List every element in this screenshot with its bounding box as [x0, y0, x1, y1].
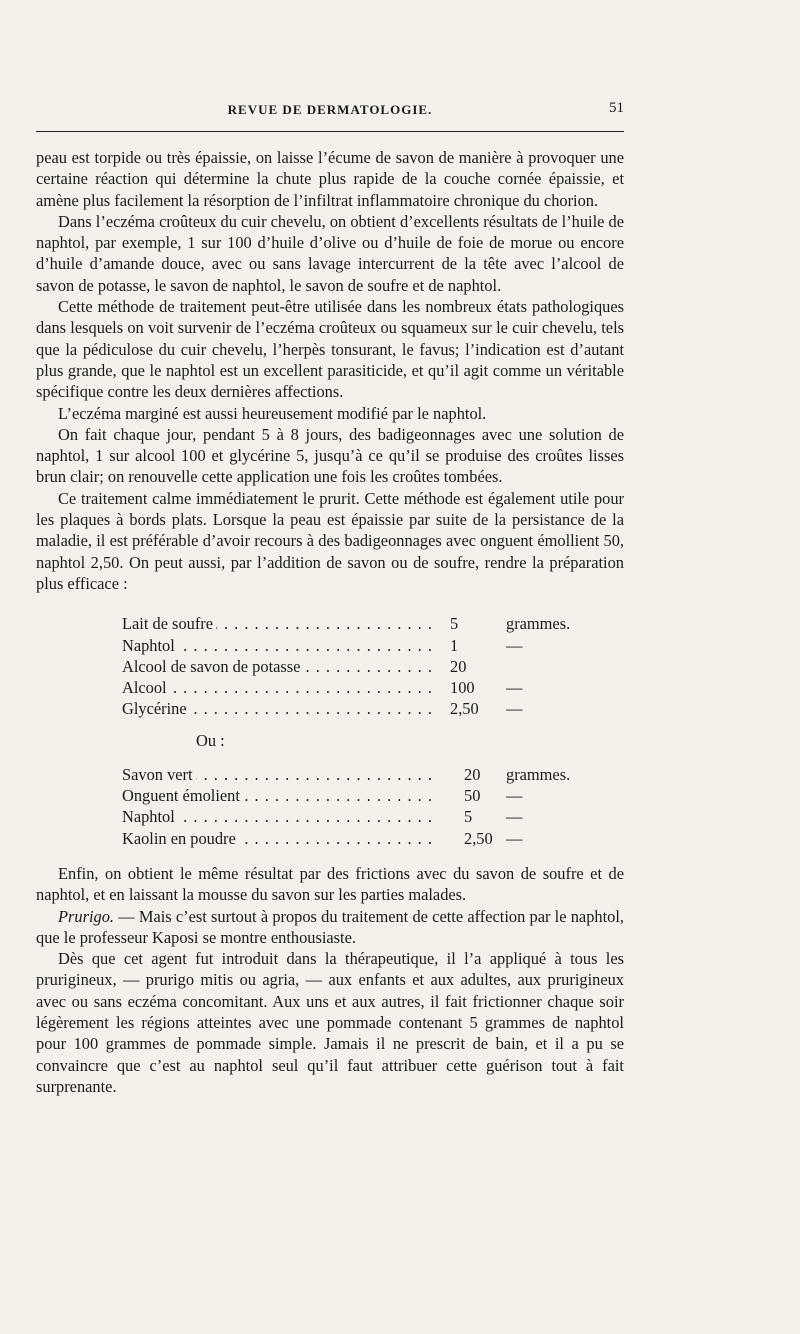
- header-rule: [36, 131, 624, 132]
- paragraph: [36, 488, 624, 594]
- ingredient-name: Kaolin en poudre . . .: [122, 828, 438, 849]
- paragraph: [36, 863, 624, 906]
- body-text: [36, 147, 624, 1097]
- ingredient-quantity: 100: [450, 678, 475, 698]
- recipe-row: [36, 785, 624, 806]
- paragraph: [36, 906, 624, 949]
- paragraph-text: Dans l’eczéma croûteux du cuir chevelu, on obtient d’excellents résultats de l’huile de naphtol, par exemple, 1 sur 100 d’huile d’olive ou d’huile de foie de morue ou encore d’huile d’amande douce, avec ou sans lavage intercurrent de la tête avec l’alcool de savon de potasse, le savon de naphtol, le savon de soufre et de naphtol.: [36, 211, 624, 295]
- page-header: [36, 102, 624, 124]
- recipe-row: [36, 613, 624, 634]
- paragraph-text: L’eczéma marginé est aussi heureusement modifié par le naphtol.: [58, 403, 487, 423]
- or-label: Ou :: [196, 730, 225, 750]
- paragraph: [36, 948, 624, 1097]
- ingredient-name: Alcool . . .: [122, 677, 438, 698]
- ingredient-name: Lait de soufre . . .: [122, 613, 438, 634]
- recipe-row: [36, 828, 624, 849]
- paragraph: [36, 403, 624, 424]
- ingredient-name: Savon vert . . .: [122, 764, 438, 785]
- ingredient-unit: grammes.: [506, 614, 571, 634]
- ingredient-quantity: 20: [464, 764, 481, 784]
- ingredient-unit: —: [506, 807, 523, 827]
- recipe-row: [36, 677, 624, 698]
- ingredient-quantity: 50: [464, 786, 481, 806]
- ingredient-unit: —: [506, 786, 523, 806]
- section-subhead: Prurigo.: [58, 906, 115, 926]
- recipe-row: [36, 635, 624, 656]
- ingredient-name: Glycérine . . .: [122, 698, 438, 719]
- recipe-row: [36, 764, 624, 785]
- paragraph-text: On fait chaque jour, pendant 5 à 8 jours, des badigeonnages avec une solution de naphtol, 1 sur alcool 100 et glycérine 5, jusqu’à ce qu’il se produise des croûtes lisses brun clair; on renouvelle cette application une fois les croûtes tombées.: [36, 424, 624, 487]
- paragraph-text: Ce traitement calme immédiatement le prurit. Cette méthode est également utile pour les plaques à bords plats. Lorsque la peau est épaissie par suite de la persistance de la maladie, il est préférable d’avoir recours à des badigeonnages avec onguent émollient 50, naphtol 2,50. On peut aussi, par l’addition de savon ou de soufre, rendre la préparation plus efficace :: [36, 488, 624, 593]
- recipe-row: [36, 806, 624, 827]
- paragraphs-before: [36, 147, 624, 594]
- ingredient-unit: grammes.: [506, 764, 571, 784]
- paragraph: [36, 211, 624, 296]
- paragraph-text: Cette méthode de traitement peut-être utilisée dans les nombreux états pathologiques dans lesquels on voit survenir de l’eczéma croûteux ou squameux sur le cuir chevelu, tels que la pédiculose du cuir chevelu, l’herpès tonsurant, le favus; l’indication est d’autant plus grande, que le naphtol est un excellent parasiticide, et qu’il agit comme un véritable spécifique contre les deux dernières affections.: [36, 297, 624, 402]
- paragraph-text: peau est torpide ou très épaissie, on laisse l’écume de savon de manière à provoquer une certaine réaction qui détermine la chute plus rapide de la couche cornée épaissie, et amène plus facilement la résorption de l’infiltrat inflammatoire chronique du chorion.: [36, 148, 624, 210]
- ingredient-quantity: 2,50: [464, 828, 493, 848]
- paragraph: [36, 424, 624, 488]
- page-number: 51: [609, 100, 624, 116]
- ingredient-quantity: 5: [464, 807, 473, 827]
- ingredient-unit: —: [506, 828, 523, 848]
- paragraph-text: Dès que cet agent fut introduit dans la thérapeutique, il l’a appliqué à tous les prurigineux, — prurigo mitis ou agria, — aux enfants et aux adultes, aux prurigineux avec ou sans eczéma concomitant. Aux uns et aux autres, il fait frictionner chaque soir légèrement les régions atteintes avec une pommade contenant 5 grammes de naphtol pour 100 grammes de pommade simple. Jamais il ne prescrit de bain, et il a pu se convaincre que c’est au naphtol seul qu’il faut attribuer cette guérison tout à fait surprenante.: [36, 949, 624, 1096]
- ingredient-quantity: 20: [450, 656, 467, 676]
- recipe-table-1: [36, 613, 624, 719]
- ingredient-unit: —: [506, 635, 523, 655]
- ingredient-name: Naphtol . . .: [122, 635, 438, 656]
- ingredient-quantity: 2,50: [450, 699, 479, 719]
- recipe-row: [36, 698, 624, 719]
- ingredient-unit: —: [506, 678, 523, 698]
- recipe-row: [36, 656, 624, 677]
- ingredient-name: Naphtol . . .: [122, 806, 438, 827]
- paragraphs-after: [36, 863, 624, 1097]
- paragraph: [36, 296, 624, 402]
- ingredient-quantity: 5: [450, 614, 459, 634]
- running-title: REVUE DE DERMATOLOGIE.: [227, 102, 433, 117]
- ingredient-name: Onguent émolient . . .: [122, 785, 438, 806]
- paragraph-text: — Mais c’est surtout à propos du traitement de cette affection par le naphtol, que le professeur Kaposi se montre enthousiaste.: [36, 906, 624, 947]
- ingredient-quantity: 1: [450, 635, 459, 655]
- paragraph-text: Enfin, on obtient le même résultat par des frictions avec du savon de soufre et de naphtol, et en laissant la mousse du savon sur les parties malades.: [36, 863, 624, 905]
- ingredient-unit: —: [506, 699, 523, 719]
- recipe-table-2: [36, 764, 624, 849]
- ingredient-name: Alcool de savon de potasse . . .: [122, 656, 438, 677]
- paragraph: [36, 147, 624, 211]
